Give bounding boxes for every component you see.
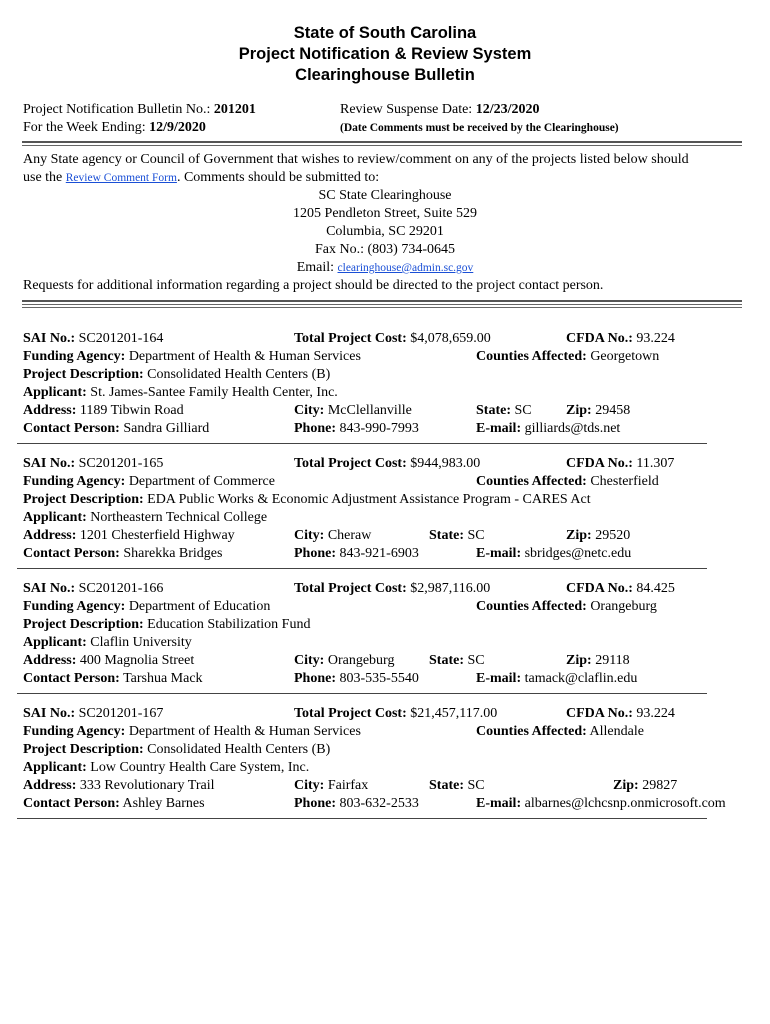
phone: Phone: 843-990-7993 xyxy=(294,421,419,436)
record-divider xyxy=(17,818,707,819)
address: Address: 400 Magnolia Street xyxy=(23,653,195,668)
funding-agency: Funding Agency: Department of Health & Human Services xyxy=(23,349,361,364)
project-record xyxy=(0,706,770,826)
record-divider xyxy=(17,693,707,694)
address: Address: 1189 Tibwin Road xyxy=(23,403,184,418)
intro-divider-2 xyxy=(22,304,742,305)
phone: Phone: 803-632-2533 xyxy=(294,796,419,811)
suspense-note: (Date Comments must be received by the Clearinghouse) xyxy=(340,122,619,134)
city: City: McClellanville xyxy=(294,403,412,418)
contact-person: Contact Person: Tarshua Mack xyxy=(23,671,203,686)
clearinghouse-email: Email: clearinghouse@admin.sc.gov xyxy=(296,260,474,275)
state: State: SC xyxy=(476,403,532,418)
contact-person: Contact Person: Sharekka Bridges xyxy=(23,546,223,561)
record-divider xyxy=(17,443,707,444)
review-comment-form-link[interactable]: Review Comment Form xyxy=(65,172,177,184)
project-description: Project Description: EDA Public Works & Economic Adjustment Assistance Program - CARES Act xyxy=(23,492,591,507)
fax-number: Fax No.: (803) 734-0645 xyxy=(315,242,455,257)
clearinghouse-email-link[interactable]: clearinghouse@admin.sc.gov xyxy=(337,262,474,274)
zip: Zip: 29458 xyxy=(566,403,631,418)
email: E-mail: tamack@claflin.edu xyxy=(476,671,638,686)
city: City: Cheraw xyxy=(294,528,372,543)
cfda-number: CFDA No.: 93.224 xyxy=(566,331,675,346)
funding-agency: Funding Agency: Department of Commerce xyxy=(23,474,275,489)
total-project-cost: Total Project Cost: $944,983.00 xyxy=(294,456,481,471)
applicant: Applicant: Northeastern Technical College xyxy=(23,510,268,525)
review-suspense-date: Review Suspense Date: 12/23/2020 xyxy=(340,102,540,117)
zip: Zip: 29827 xyxy=(613,778,678,793)
sai-number: SAI No.: SC201201-166 xyxy=(23,581,164,596)
address: Address: 1201 Chesterfield Highway xyxy=(23,528,235,543)
phone: Phone: 803-535-5540 xyxy=(294,671,419,686)
intro-divider-3 xyxy=(22,307,742,308)
city: City: Orangeburg xyxy=(294,653,395,668)
cfda-number: CFDA No.: 11.307 xyxy=(566,456,675,471)
title-line-3: Clearinghouse Bulletin xyxy=(295,66,475,84)
header-divider-top xyxy=(22,141,742,143)
phone: Phone: 843-921-6903 xyxy=(294,546,419,561)
address-line-3: Columbia, SC 29201 xyxy=(326,224,444,239)
cfda-number: CFDA No.: 93.224 xyxy=(566,706,675,721)
week-ending: For the Week Ending: 12/9/2020 xyxy=(23,120,206,135)
project-description: Project Description: Consolidated Health Centers (B) xyxy=(23,367,331,382)
bulletin-number: Project Notification Bulletin No.: 201201 xyxy=(23,102,256,117)
title-line-2: Project Notification & Review System xyxy=(238,45,532,63)
contact-person: Contact Person: Ashley Barnes xyxy=(23,796,205,811)
total-project-cost: Total Project Cost: $4,078,659.00 xyxy=(294,331,491,346)
sai-number: SAI No.: SC201201-164 xyxy=(23,331,164,346)
project-record xyxy=(0,581,770,701)
counties-affected: Counties Affected: Georgetown xyxy=(476,349,660,364)
address-line-2: 1205 Pendleton Street, Suite 529 xyxy=(293,206,477,221)
sai-number: SAI No.: SC201201-167 xyxy=(23,706,164,721)
intro-line-2: use the Review Comment Form. Comments should be submitted to: xyxy=(23,170,380,185)
email: E-mail: albarnes@lchcsnp.onmicrosoft.com xyxy=(476,796,726,811)
project-record xyxy=(0,456,770,576)
project-description: Project Description: Education Stabilization Fund xyxy=(23,617,311,632)
address: Address: 333 Revolutionary Trail xyxy=(23,778,215,793)
total-project-cost: Total Project Cost: $21,457,117.00 xyxy=(294,706,498,721)
cfda-number: CFDA No.: 84.425 xyxy=(566,581,675,596)
counties-affected: Counties Affected: Allendale xyxy=(476,724,644,739)
state: State: SC xyxy=(429,528,485,543)
project-description: Project Description: Consolidated Health Centers (B) xyxy=(23,742,331,757)
applicant: Applicant: St. James-Santee Family Health Center, Inc. xyxy=(23,385,338,400)
requests-note: Requests for additional information regarding a project should be directed to the project contact person. xyxy=(23,278,604,293)
sai-number: SAI No.: SC201201-165 xyxy=(23,456,164,471)
zip: Zip: 29118 xyxy=(566,653,630,668)
city: City: Fairfax xyxy=(294,778,369,793)
contact-person: Contact Person: Sandra Gilliard xyxy=(23,421,210,436)
state: State: SC xyxy=(429,653,485,668)
header-divider-bottom xyxy=(22,145,742,146)
title-line-1: State of South Carolina xyxy=(293,24,477,42)
counties-affected: Counties Affected: Orangeburg xyxy=(476,599,657,614)
project-record xyxy=(0,331,770,451)
applicant: Applicant: Claflin University xyxy=(23,635,192,650)
email: E-mail: gilliards@tds.net xyxy=(476,421,621,436)
intro-divider-1 xyxy=(22,300,742,302)
email: E-mail: sbridges@netc.edu xyxy=(476,546,632,561)
funding-agency: Funding Agency: Department of Education xyxy=(23,599,271,614)
state: State: SC xyxy=(429,778,485,793)
zip: Zip: 29520 xyxy=(566,528,631,543)
applicant: Applicant: Low Country Health Care System, Inc. xyxy=(23,760,310,775)
counties-affected: Counties Affected: Chesterfield xyxy=(476,474,659,489)
total-project-cost: Total Project Cost: $2,987,116.00 xyxy=(294,581,491,596)
record-divider xyxy=(17,568,707,569)
funding-agency: Funding Agency: Department of Health & Human Services xyxy=(23,724,361,739)
address-line-1: SC State Clearinghouse xyxy=(318,188,452,203)
intro-line-1: Any State agency or Council of Government that wishes to review/comment on any of the projects listed below should xyxy=(23,152,689,167)
